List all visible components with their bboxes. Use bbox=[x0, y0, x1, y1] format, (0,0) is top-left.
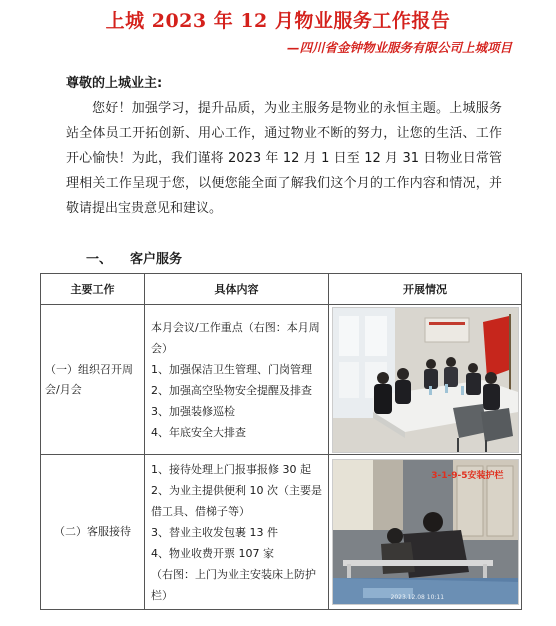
section-number: 一、 bbox=[86, 252, 113, 267]
content-line: 2、为业主提供便利 10 次（主要是借工具、借梯子等） bbox=[151, 483, 322, 518]
table-header-content: 具体内容 bbox=[145, 274, 329, 305]
table-header-main-work: 主要工作 bbox=[41, 274, 145, 305]
content-line: 2、加强高空坠物安全提醒及排查 bbox=[151, 383, 312, 397]
content-line: 4、物业收费开票 107 家 bbox=[151, 546, 274, 560]
content-line: （右图：上门为业主安装床上防护栏） bbox=[151, 567, 316, 602]
table-cell-content bbox=[145, 305, 329, 455]
photo-tag: 3-1-9-5安装护栏 bbox=[431, 471, 504, 481]
company-subtitle: —四川省金钟物业服务有限公司上城项目 bbox=[286, 40, 512, 55]
greeting: 尊敬的上城业主: bbox=[66, 76, 163, 91]
content-line: 4、年底安全大排查 bbox=[151, 425, 246, 439]
section-title: 客户服务 bbox=[130, 252, 183, 267]
service-table bbox=[40, 273, 522, 610]
section-heading bbox=[86, 248, 182, 267]
meeting-photo-image bbox=[333, 308, 518, 452]
meeting-photo bbox=[332, 307, 519, 453]
content-line: 1、加强保洁卫生管理、门岗管理 bbox=[151, 362, 312, 376]
content-line: 1、接待处理上门报事报修 30 起 bbox=[151, 462, 311, 476]
table-cell-category: （一）组织召开周会/月会 bbox=[41, 305, 145, 455]
table-cell-category: （二）客服接待 bbox=[41, 455, 145, 610]
table-cell-photo bbox=[329, 455, 522, 610]
content-line: 3、替业主收发包裹 13 件 bbox=[151, 525, 278, 539]
document-title: 上城 2023 年 12 月物业服务工作报告 bbox=[105, 10, 451, 32]
guardrail-photo bbox=[332, 459, 519, 605]
intro-paragraph: 您好！加强学习，提升品质，为业主服务是物业的永恒主题。上城服务站全体员工开拓创新、用心工作，通过物业不断的努力，让您的生活、工作开心愉快！为此，我们谨将 2023 年 12 月 1 日至 12 月 31 日物业日常管理相关工作呈现于您，以便您能全面了解我们这个月的工作内容和情况，并敬请提出宝贵意见和建议。 bbox=[66, 101, 502, 216]
table-cell-content bbox=[145, 455, 329, 610]
table-cell-photo bbox=[329, 305, 522, 455]
table-row bbox=[41, 305, 522, 455]
content-line: 本月会议/工作重点（右图：本月周会） bbox=[151, 320, 320, 355]
content-line: 3、加强装修巡检 bbox=[151, 404, 235, 418]
table-header-status: 开展情况 bbox=[329, 274, 522, 305]
photo-timestamp: 2023.12.08 10:11 bbox=[390, 594, 445, 601]
table-header-row bbox=[41, 274, 522, 305]
table-row bbox=[41, 455, 522, 610]
guardrail-photo-image bbox=[333, 460, 518, 605]
